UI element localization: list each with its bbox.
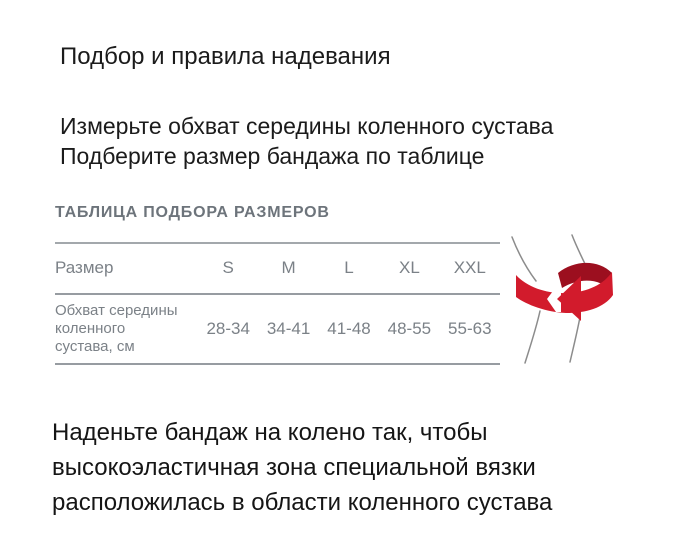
size-table-heading: ТАБЛИЦА ПОДБОРА РАЗМЕРОВ [55,204,330,221]
leg-line-upper-left [512,237,536,281]
fitting-note [52,415,552,520]
girth-label-line: сустава, см [55,337,135,355]
leg-line-lower-left [525,311,540,363]
girth-cell-l: 41-48 [327,318,371,338]
size-selection-table [55,204,500,365]
girth-cell-s: 28-34 [206,318,250,338]
knee-measuring-band-illustration [500,215,689,385]
girth-cell-xl: 48-55 [387,318,432,338]
measuring-instructions [60,111,553,171]
girth-cell-xxl: 55-63 [448,318,492,338]
fitting-note-line: Наденьте бандаж на колено так, чтобы [52,419,488,446]
girth-row-label [55,302,198,356]
fitting-note-line: высокоэластичная зона специальной вязки [52,454,536,481]
girth-label-line: коленного [55,319,126,337]
size-cell-s: S [222,258,234,277]
size-cell-xxl: XXL [453,258,486,277]
girth-label-line: Обхват середины [55,301,178,319]
table-row-sizes [55,244,500,293]
size-cell-l: L [344,258,354,277]
fitting-note-line: расположилась в области коленного сустава [52,489,553,516]
girth-cell-m: 34-41 [266,318,311,338]
instruction-line-measure: Измерьте обхват середины коленного сустава [60,113,554,139]
page-title: Подбор и правила надевания [60,43,391,70]
table-row-girth [55,295,500,363]
size-cell-m: M [281,258,296,277]
leg-line-lower-right [570,317,580,362]
size-cell-xl: XL [398,258,420,277]
size-row-label: Размер [55,258,114,277]
instruction-line-pick-size: Подберите размер бандажа по таблице [60,143,485,169]
table-divider-bottom [55,363,500,365]
